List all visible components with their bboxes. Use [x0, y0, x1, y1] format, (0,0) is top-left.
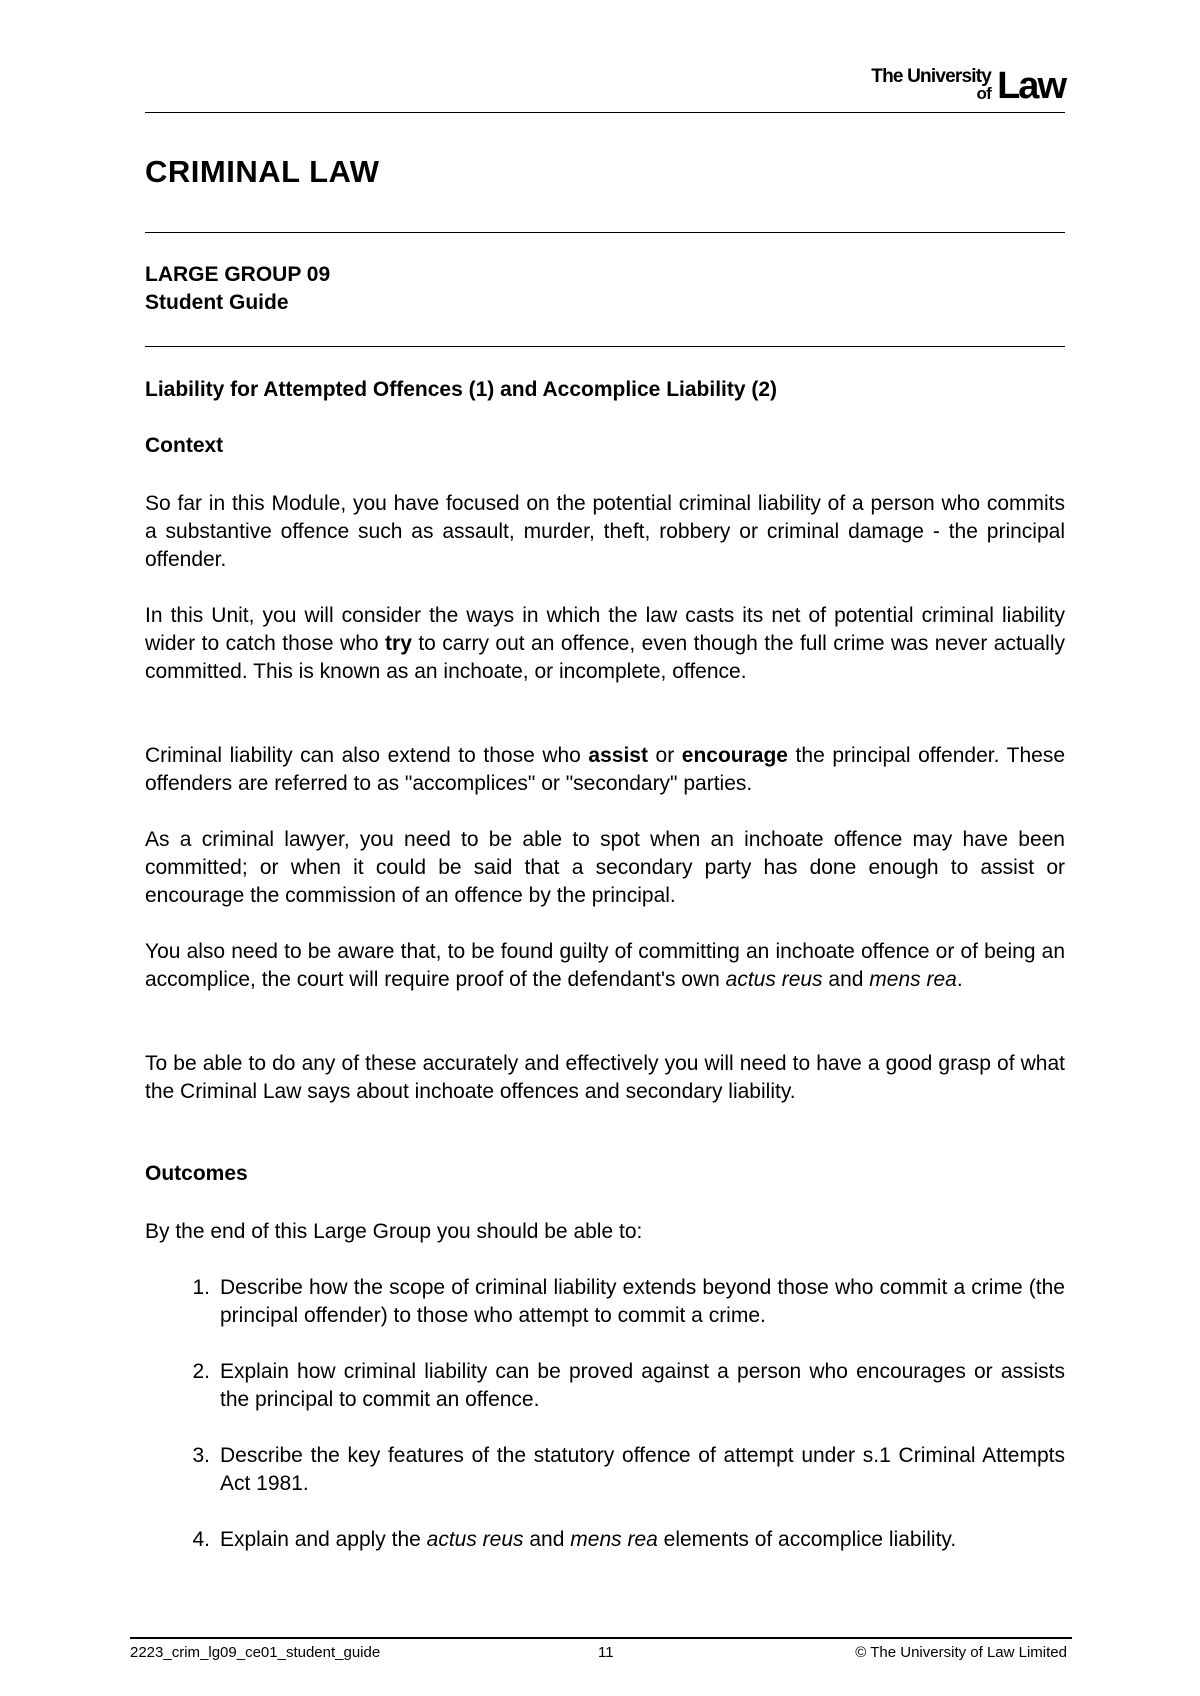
context-paragraph-1: So far in this Module, you have focused on the potential criminal liability of a person who commits a substantive offence such as assault, murder, theft, robbery or criminal damage - the principal offender.	[145, 492, 1065, 571]
footer-copyright: © The University of Law Limited	[855, 1644, 1067, 1661]
title-divider	[145, 232, 1065, 233]
group-number: LARGE GROUP 09	[145, 263, 331, 286]
header-divider	[145, 112, 1065, 113]
outcomes-heading: Outcomes	[145, 1162, 248, 1185]
outcome-item-4: 4. Explain and apply the actus reus and mens rea elements of accomplice liability.	[192, 1528, 957, 1551]
footer-filename: 2223_crim_lg09_ce01_student_guide	[130, 1644, 381, 1661]
footer-divider	[130, 1637, 1072, 1639]
context-paragraph-2: In this Unit, you will consider the ways in which the law casts its net of potential criminal liability wider to catch those who try to carry out an offence, even though the full crime was never actually committed. This is known as an inchoate, or incomplete, offence.	[145, 604, 1065, 683]
university-logo	[855, 64, 1065, 106]
outcomes-intro: By the end of this Large Group you should be able to:	[145, 1220, 643, 1243]
group-label	[145, 261, 330, 317]
logo-text-of: of	[976, 84, 991, 103]
context-paragraph-5: You also need to be aware that, to be found guilty of committing an inchoate offence or of being an accomplice, the court will require proof of the defendant's own actus reus and mens rea.	[145, 940, 1065, 991]
document-title: CRIMINAL LAW	[145, 154, 380, 189]
logo-text-line1: The University	[871, 66, 991, 87]
footer-page-number: 11	[598, 1644, 614, 1661]
outcome-item-2: 2. Explain how criminal liability can be proved against a person who encourages or assists the principal to commit an offence.	[192, 1360, 1065, 1411]
logo-text-law: Law	[997, 65, 1065, 107]
subject-heading: Liability for Attempted Offences (1) and Accomplice Liability (2)	[145, 378, 778, 401]
context-paragraph-4: As a criminal lawyer, you need to be able to spot when an inchoate offence may have been committed; or when it could be said that a secondary party has done enough to assist or encourage the commission of an offence by the principal.	[145, 828, 1065, 907]
outcome-item-1: 1. Describe how the scope of criminal liability extends beyond those who commit a crime (the principal offender) to those who attempt to commit a crime.	[192, 1276, 1065, 1327]
guide-label: Student Guide	[145, 291, 289, 314]
context-heading: Context	[145, 434, 224, 457]
group-divider	[145, 346, 1065, 347]
outcome-item-3: 3. Describe the key features of the statutory offence of attempt under s.1 Criminal Attempts Act 1981.	[192, 1444, 1065, 1495]
context-paragraph-3: Criminal liability can also extend to those who assist or encourage the principal offender. These offenders are referred to as "accomplices" or "secondary" parties.	[145, 744, 1065, 795]
context-paragraph-6: To be able to do any of these accurately and effectively you will need to have a good grasp of what the Criminal Law says about inchoate offences and secondary liability.	[145, 1052, 1065, 1103]
